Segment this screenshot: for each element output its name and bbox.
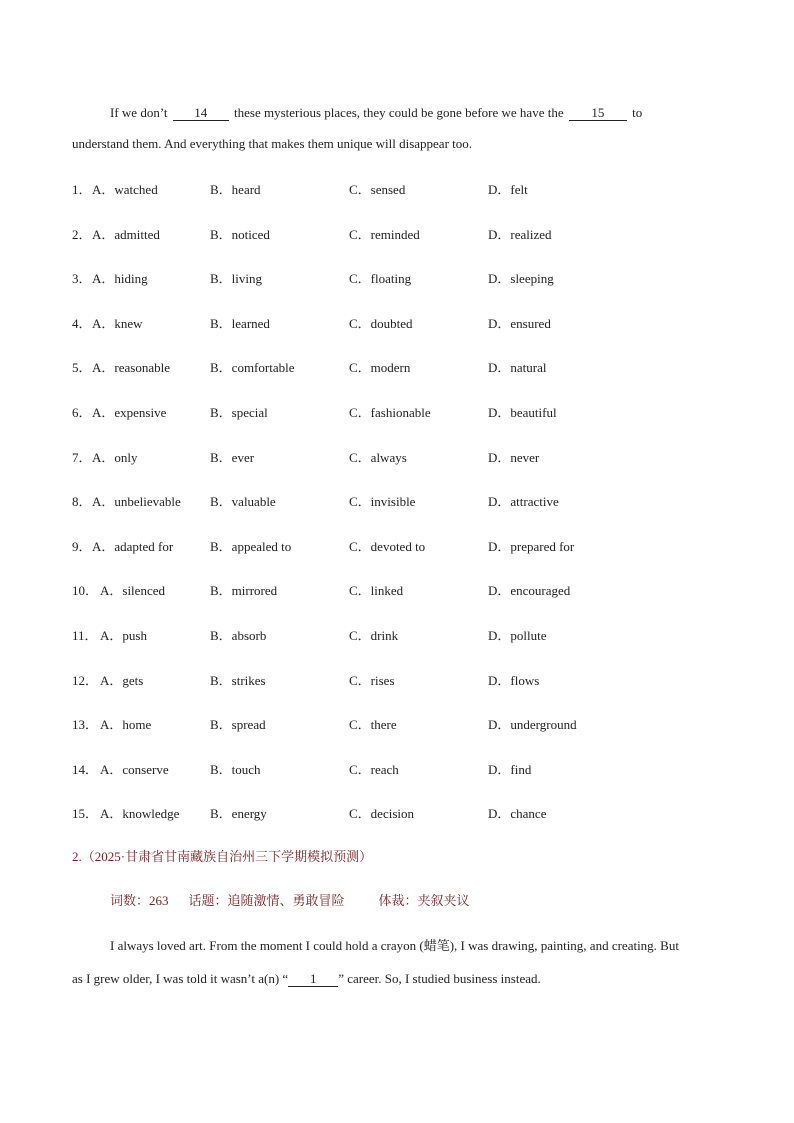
option-b: B．special	[210, 405, 268, 420]
passage-2-text: as I grew older, I was told it wasn’t a(n) “	[72, 971, 289, 986]
question-item	[72, 402, 732, 422]
passage-1-text: If we don’t	[110, 105, 168, 120]
passage-2-text: I always loved art. From the moment I could hold a crayon (蜡笔), I was drawing, painting, and creating. But	[110, 938, 679, 953]
option-c: C．modern	[349, 360, 411, 376]
question-item	[72, 357, 732, 377]
option-b: B．mirrored	[210, 583, 278, 599]
question-item	[72, 580, 732, 600]
question-number: 4．	[72, 315, 92, 331]
blank-15: 15	[569, 106, 627, 121]
option-a: A．knowledge	[100, 806, 180, 822]
option-a: A．hiding	[92, 271, 148, 287]
option-b: B．learned	[210, 315, 270, 331]
question-item	[72, 625, 732, 645]
question-number: 10．	[72, 583, 99, 599]
question-number: 1．	[72, 182, 92, 197]
option-d: D．chance	[488, 806, 547, 822]
passage-1-text: understand them. And everything that makes them unique will disappear too.	[72, 136, 473, 151]
option-a: A．home	[100, 717, 152, 733]
question-item	[72, 670, 732, 690]
option-b: B．spread	[210, 717, 266, 733]
question-number: 9．	[72, 538, 92, 554]
question-number: 12．	[72, 672, 99, 688]
question-number: 6．	[72, 405, 92, 420]
option-c: C．reminded	[349, 226, 420, 242]
option-c: C．linked	[349, 583, 404, 599]
option-d: D．prepared for	[488, 538, 575, 554]
question-item	[72, 714, 732, 734]
option-b: B．appealed to	[210, 538, 292, 554]
option-c: C．decision	[349, 806, 414, 822]
option-d: D．flows	[488, 672, 540, 688]
option-a: A．expensive	[92, 405, 167, 420]
question-number: 14．	[72, 761, 99, 777]
question-item	[72, 447, 732, 467]
option-c: C．floating	[349, 271, 412, 287]
passage-2-text: ” career. So, I studied business instead.	[338, 971, 541, 986]
question-number: 13．	[72, 717, 99, 733]
question-item	[72, 179, 732, 199]
topic: 话题：追随激情、勇敢冒险	[188, 893, 345, 908]
question-item	[72, 224, 732, 244]
option-c: C．fashionable	[349, 405, 431, 420]
option-d: D．felt	[488, 182, 528, 197]
option-a: A．admitted	[92, 226, 160, 242]
option-b: B．living	[210, 271, 263, 287]
blank-14: 14	[173, 106, 229, 121]
option-c: C．sensed	[349, 182, 406, 197]
option-a: A．push	[100, 628, 147, 643]
option-c: C．devoted to	[349, 538, 426, 554]
option-a: A．gets	[100, 672, 144, 688]
option-d: D．sleeping	[488, 271, 554, 287]
option-d: D．beautiful	[488, 405, 557, 420]
option-d: D．attractive	[488, 494, 559, 510]
passage-1-text: to	[632, 105, 643, 120]
option-a: A．only	[92, 449, 138, 465]
option-d: D．ensured	[488, 315, 551, 331]
option-b: B．absorb	[210, 628, 267, 643]
option-c: C．doubted	[349, 315, 413, 331]
option-a: A．watched	[92, 182, 158, 197]
option-a: A．adapted for	[92, 538, 174, 554]
option-a: A．conserve	[100, 761, 169, 777]
question-item	[72, 313, 732, 333]
option-b: B．heard	[210, 182, 261, 197]
passage-2	[72, 929, 732, 995]
option-c: C．always	[349, 449, 407, 465]
option-b: B．ever	[210, 449, 255, 465]
question-number: 8．	[72, 494, 92, 510]
option-b: B．touch	[210, 761, 261, 777]
option-c: C．reach	[349, 761, 399, 777]
option-a: A．reasonable	[92, 360, 170, 376]
option-b: B．strikes	[210, 672, 266, 688]
question-item	[72, 803, 732, 823]
option-d: D．encouraged	[488, 583, 571, 599]
section-2-title: 2.（2025·甘肃省甘南藏族自治州三下学期模拟预测）	[72, 849, 373, 864]
question-item	[72, 536, 732, 556]
option-d: D．pollute	[488, 628, 547, 643]
option-a: A．knew	[92, 315, 143, 331]
option-c: C．invisible	[349, 494, 416, 510]
question-number: 5．	[72, 360, 92, 376]
option-d: D．realized	[488, 226, 552, 242]
blank-1: 1	[288, 972, 338, 987]
option-d: D．find	[488, 761, 532, 777]
passage-2-meta	[110, 890, 470, 909]
passage-1	[72, 97, 732, 159]
option-d: D．natural	[488, 360, 547, 376]
question-item	[72, 759, 732, 779]
question-number: 2．	[72, 226, 92, 242]
option-b: B．comfortable	[210, 360, 295, 376]
question-item	[72, 268, 732, 288]
word-count: 词数：263	[110, 893, 169, 908]
option-c: C．drink	[349, 628, 399, 643]
passage-1-text: these mysterious places, they could be gone before we have the	[234, 105, 564, 120]
option-b: B．noticed	[210, 226, 270, 242]
option-d: D．underground	[488, 717, 577, 733]
option-a: A．unbelievable	[92, 494, 181, 510]
option-c: C．there	[349, 717, 397, 733]
question-number: 11．	[72, 628, 98, 643]
genre: 体裁：夹叙夹议	[378, 893, 470, 908]
question-item	[72, 491, 732, 511]
question-number: 15．	[72, 806, 99, 822]
option-a: A．silenced	[100, 583, 165, 599]
question-number: 3．	[72, 271, 92, 287]
option-b: B．energy	[210, 806, 267, 822]
option-b: B．valuable	[210, 494, 276, 510]
option-c: C．rises	[349, 672, 395, 688]
question-number: 7．	[72, 449, 92, 465]
option-d: D．never	[488, 449, 540, 465]
